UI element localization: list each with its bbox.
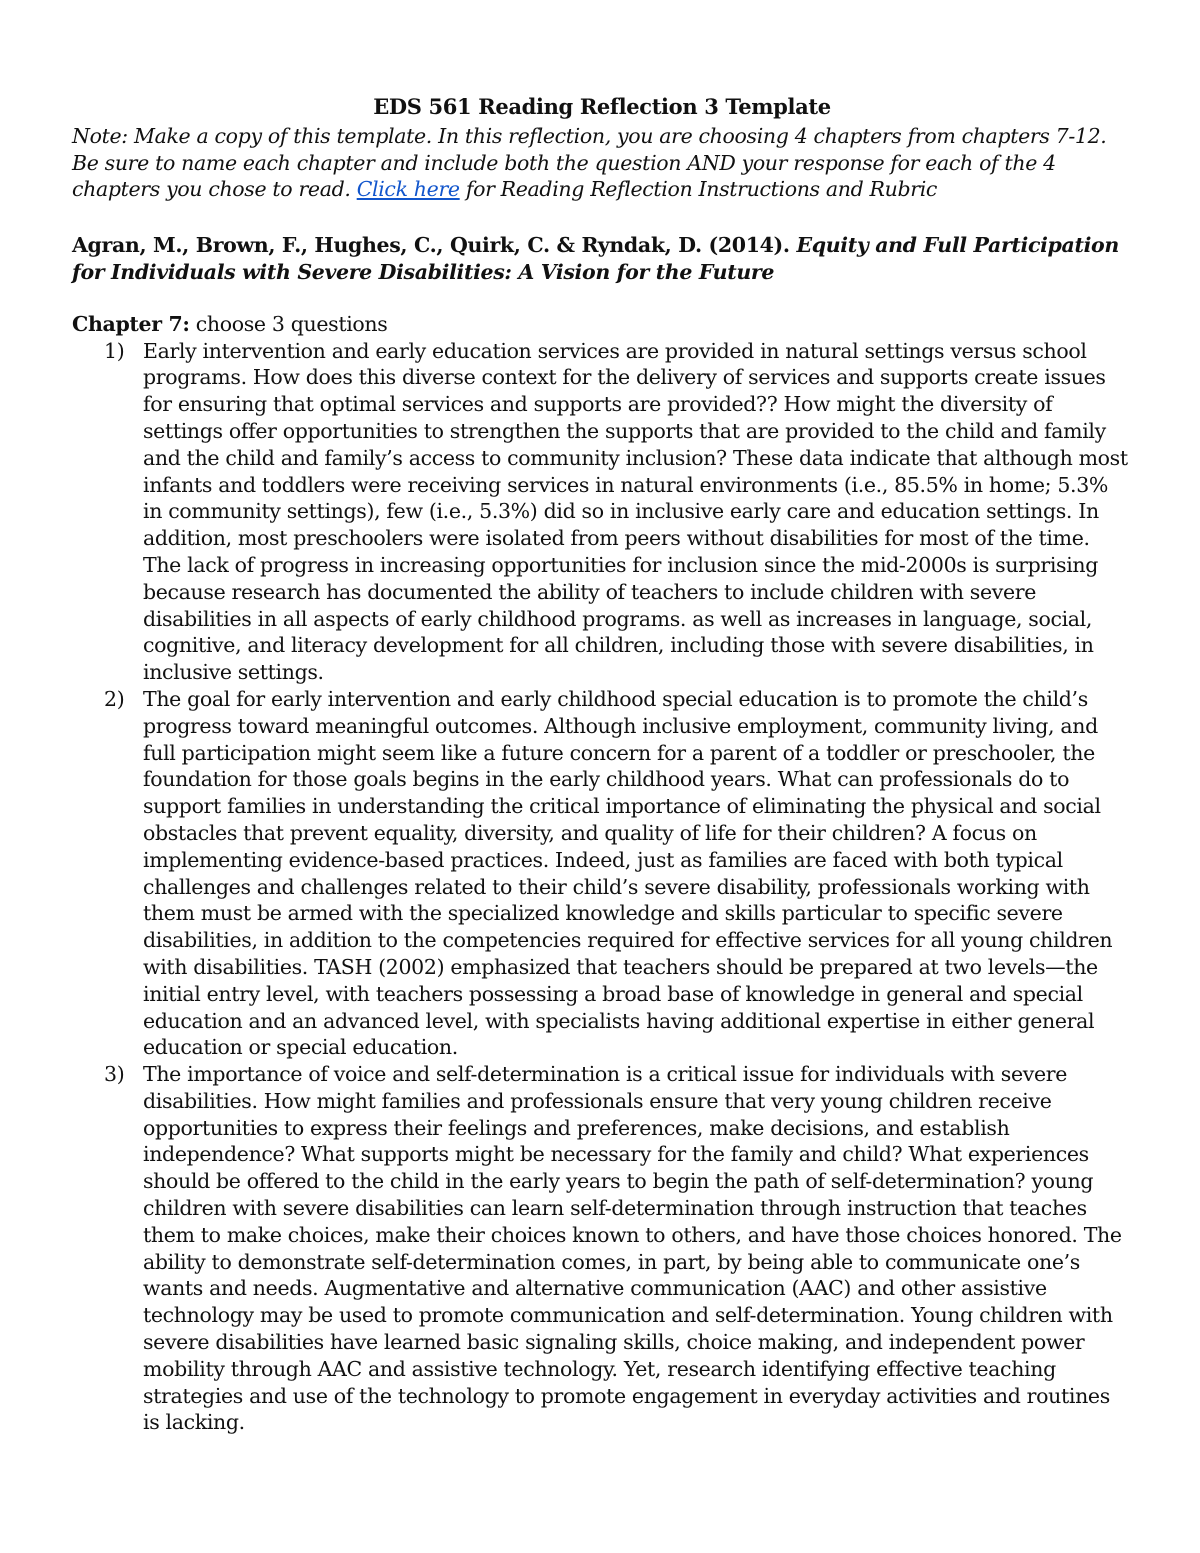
citation-authors: Agran, M., Brown, F., Hughes, C., Quirk, C. & Ryndak, D. (2014). xyxy=(72,233,797,258)
book-citation xyxy=(72,232,1132,286)
question-number: 3) xyxy=(104,1062,125,1087)
question-list xyxy=(72,338,1132,1437)
chapter-label: Chapter 7: xyxy=(72,311,190,336)
note-text-before-link: Note: Make a copy of this template. In this reflection, you are choosing 4 chapters from chapters 7-12. Be sure to name each chapter and include both the question AND your response for each of the 4 chapters you chose to read. xyxy=(72,123,1107,202)
document-page xyxy=(72,94,1132,1436)
list-item-question-2 xyxy=(72,686,1132,1061)
question-number: 2) xyxy=(104,686,125,711)
instructions-rubric-link[interactable]: Click here xyxy=(356,177,460,202)
question-text: The importance of voice and self-determination is a critical issue for individuals with severe disabilities. How might families and professionals ensure that very young children receive opportunities to express their feelings and preferences, make decisions, and establish independence? What supports might be necessary for the family and child? What experiences should be offered to the child in the early years to begin the path of self-determination? young children with severe disabilities can learn self-determination through instruction that teaches them to make choices, make their choices known to others, and have those choices honored. The ability to demonstrate self-determination comes, in part, by being able to communicate one’s wants and needs. Augmentative and alternative communication (AAC) and other assistive technology may be used to promote communication and self-determination. Young children with severe disabilities have learned basic signaling skills, choice making, and independent power mobility through AAC and assistive technology. Yet, research identifying effective teaching strategies and use of the technology to promote engagement in everyday activities and routines is lacking. xyxy=(143,1062,1122,1435)
question-text: The goal for early intervention and early childhood special education is to promote the child’s progress toward meaningful outcomes. Although inclusive employment, community living, and full participation might seem like a future concern for a parent of a toddler or preschooler, the foundation for those goals begins in the early childhood years. What can professionals do to support families in understanding the critical importance of eliminating the physical and social obstacles that prevent equality, diversity, and quality of life for their children? A focus on implementing evidence-based practices. Indeed, just as families are faced with both typical challenges and challenges related to their child’s severe disability, professionals working with them must be armed with the specialized knowledge and skills particular to specific severe disabilities, in addition to the competencies required for effective services for all young children with disabilities. TASH (2002) emphasized that teachers should be prepared at two levels—the initial entry level, with teachers possessing a broad base of knowledge in general and special education and an advanced level, with specialists having additional expertise in either general education or special education. xyxy=(143,686,1113,1060)
chapter-instruction: choose 3 questions xyxy=(189,311,388,336)
document-title: EDS 561 Reading Reflection 3 Template xyxy=(373,94,831,119)
template-note xyxy=(72,123,1132,203)
question-text: Early intervention and early education services are provided in natural settings versus school programs. How does this diverse context for the delivery of services and supports create issues for ensuring that optimal services and supports are provided?? How might the diversity of settings offer opportunities to strengthen the supports that are provided to the child and family and the child and family’s access to community inclusion? These data indicate that although most infants and toddlers were receiving services in natural environments (i.e., 85.5% in home; 5.3% in community settings), few (i.e., 5.3%) did so in inclusive early care and education settings. In addition, most preschoolers were isolated from peers without disabilities for most of the time. The lack of progress in increasing opportunities for inclusion since the mid-2000s is surprising because research has documented the ability of teachers to include children with severe disabilities in all aspects of early childhood programs. as well as increases in language, social, cognitive, and literacy development for all children, including those with severe disabilities, in inclusive settings. xyxy=(143,338,1128,685)
question-number: 1) xyxy=(104,338,125,363)
list-item-question-3 xyxy=(72,1061,1132,1436)
citation-book-title: Equity and Full Participation for Individuals with Severe Disabilities: A Vision for the Future xyxy=(72,233,1119,284)
note-text-after-link: for Reading Reflection Instructions and Rubric xyxy=(459,177,938,202)
list-item-question-1 xyxy=(72,338,1132,686)
chapter-heading xyxy=(72,311,1132,338)
